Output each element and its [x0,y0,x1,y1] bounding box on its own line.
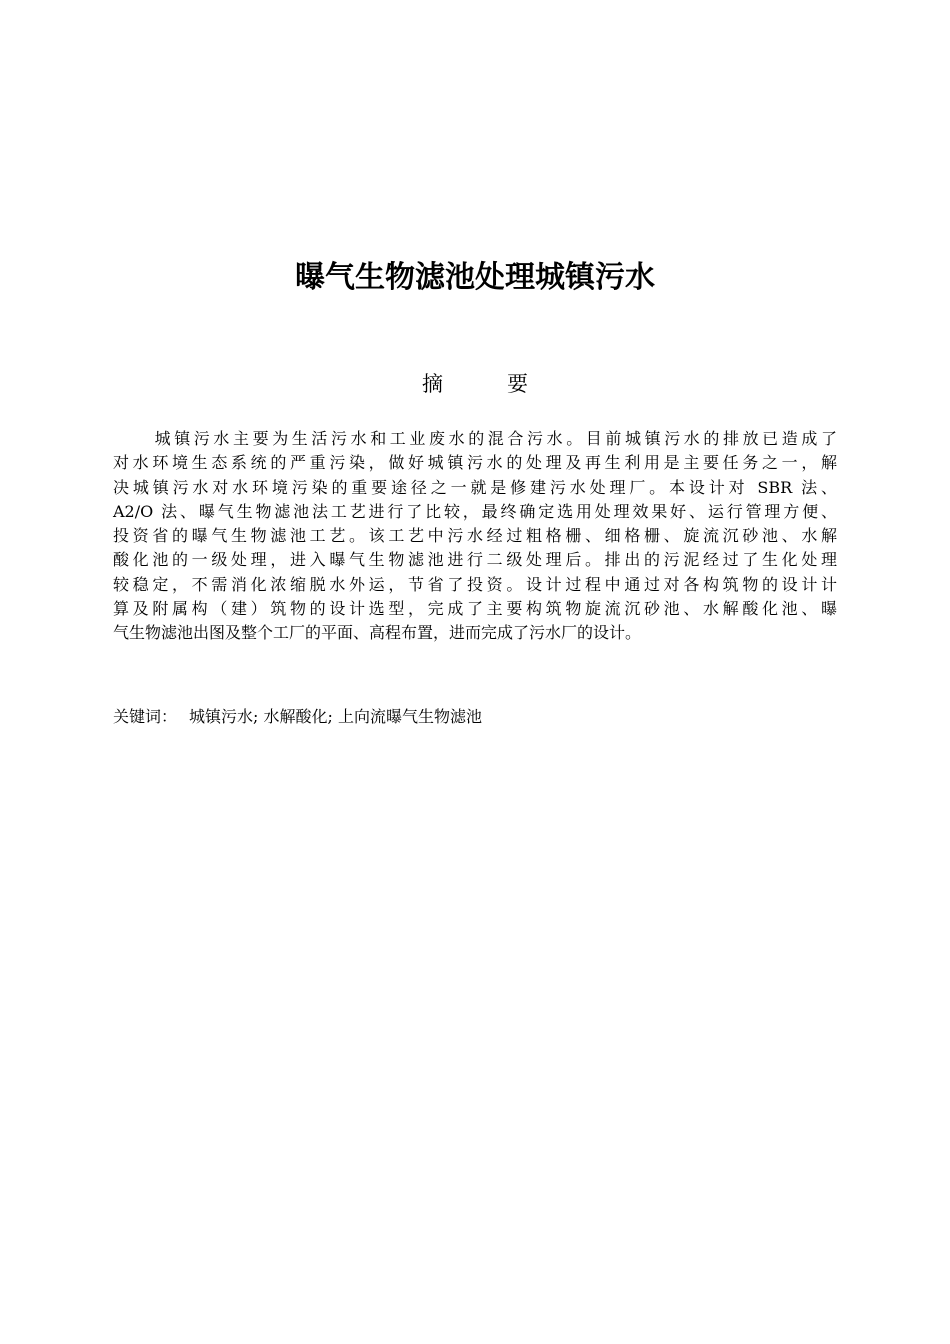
abstract-line-3: 决城镇污水对水环境污染的重要途径之一就是修建污水处理厂。本设计对 SBR 法、 [113,477,837,497]
abstract-line-1 [113,427,837,451]
abstract-line-1-text: 城镇污水主要为生活污水和工业废水的混合污水。目前城镇污水的排放已造成了 [151,429,837,448]
document-title: 曝气生物滤池处理城镇污水 [295,260,655,295]
abstract-line-7: 较稳定，不需消化浓缩脱水外运，节省了投资。设计过程中通过对各构筑物的设计计 [113,574,837,594]
keywords-label: 关键词： [113,707,178,726]
abstract-line-4: A2/O 法、曝气生物滤池法工艺进行了比较，最终确定选用处理效果好、运行管理方便、 [113,501,837,521]
abstract-line-2: 对水环境生态系统的严重污染，做好城镇污水的处理及再生利用是主要任务之一，解 [113,453,837,473]
keywords [113,705,837,729]
abstract-heading [0,369,950,399]
abstract-heading-char-2: 要 [507,372,528,396]
abstract-line-8: 算及附属构（建）筑物的设计选型，完成了主要构筑物旋流沉砂池、水解酸化池、曝 [113,599,837,619]
abstract-line-9: 气生物滤池出图及整个工厂的平面、高程布置，进而完成了污水厂的设计。 [113,623,642,643]
keywords-values: 城镇污水; 水解酸化; 上向流曝气生物滤池 [189,707,482,726]
abstract-line-6: 酸化池的一级处理，进入曝气生物滤池进行二级处理后。排出的污泥经过了生化处理 [113,550,837,570]
abstract-body [113,427,837,646]
abstract-heading-char-1: 摘 [422,372,443,396]
abstract-line-5: 投资省的曝气生物滤池工艺。该工艺中污水经过粗格栅、细格栅、旋流沉砂池、水解 [113,526,837,546]
